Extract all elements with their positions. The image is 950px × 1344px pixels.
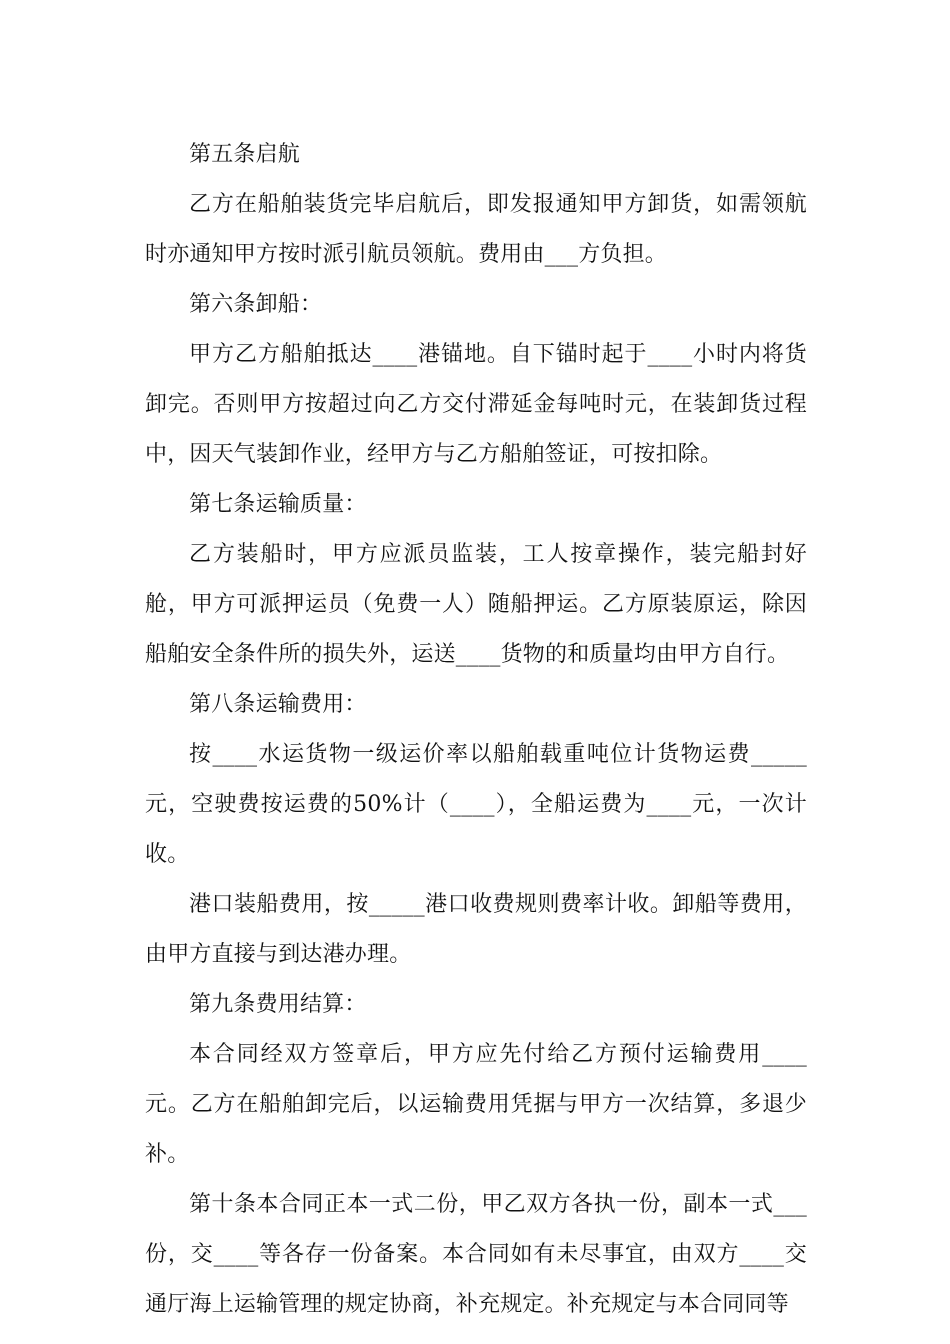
article-8-paragraph-freight: 按____水运货物一级运价率以船舶载重吨位计货物运费_____元，空驶费按运费的50%计（____），全船运费为____元，一次计收。 bbox=[145, 742, 807, 867]
article-5-paragraph: 乙方在船舶装货完毕启航后，即发报通知甲方卸货，如需领航时亦通知甲方按时派引航员领航。费用由___方负担。 bbox=[145, 192, 807, 267]
article-5-heading: 第五条启航 bbox=[189, 142, 301, 167]
article-7-heading: 第七条运输质量： bbox=[189, 492, 367, 517]
article-8-heading: 第八条运输费用： bbox=[189, 692, 367, 717]
article-6-paragraph: 甲方乙方船舶抵达____港锚地。自下锚时起于____小时内将货卸完。否则甲方按超过向乙方交付滞延金每吨时元，在装卸货过程中，因天气装卸作业，经甲方与乙方船舶签证，可按扣除。 bbox=[145, 342, 807, 467]
article-6-heading: 第六条卸船： bbox=[189, 292, 323, 317]
article-9-paragraph: 本合同经双方签章后，甲方应先付给乙方预付运输费用____元。乙方在船舶卸完后，以运输费用凭据与甲方一次结算，多退少补。 bbox=[145, 1042, 807, 1167]
article-9-heading: 第九条费用结算： bbox=[189, 992, 367, 1017]
document-body bbox=[145, 130, 807, 1330]
article-10-paragraph: 第十条本合同正本一式二份，甲乙双方各执一份，副本一式___份，交____等各存一份备案。本合同如有未尽事宜，由双方____交通厅海上运输管理的规定协商，补充规定。补充规定与本合同同等 bbox=[145, 1192, 807, 1317]
article-8-paragraph-port-fees: 港口装船费用，按_____港口收费规则费率计收。卸船等费用，由甲方直接与到达港办理。 bbox=[145, 892, 807, 967]
article-7-paragraph: 乙方装船时，甲方应派员监装，工人按章操作，装完船封好舱，甲方可派押运员（免费一人）随船押运。乙方原装原运，除因船舶安全条件所的损失外，运送____货物的和质量均由甲方自行。 bbox=[145, 542, 807, 667]
